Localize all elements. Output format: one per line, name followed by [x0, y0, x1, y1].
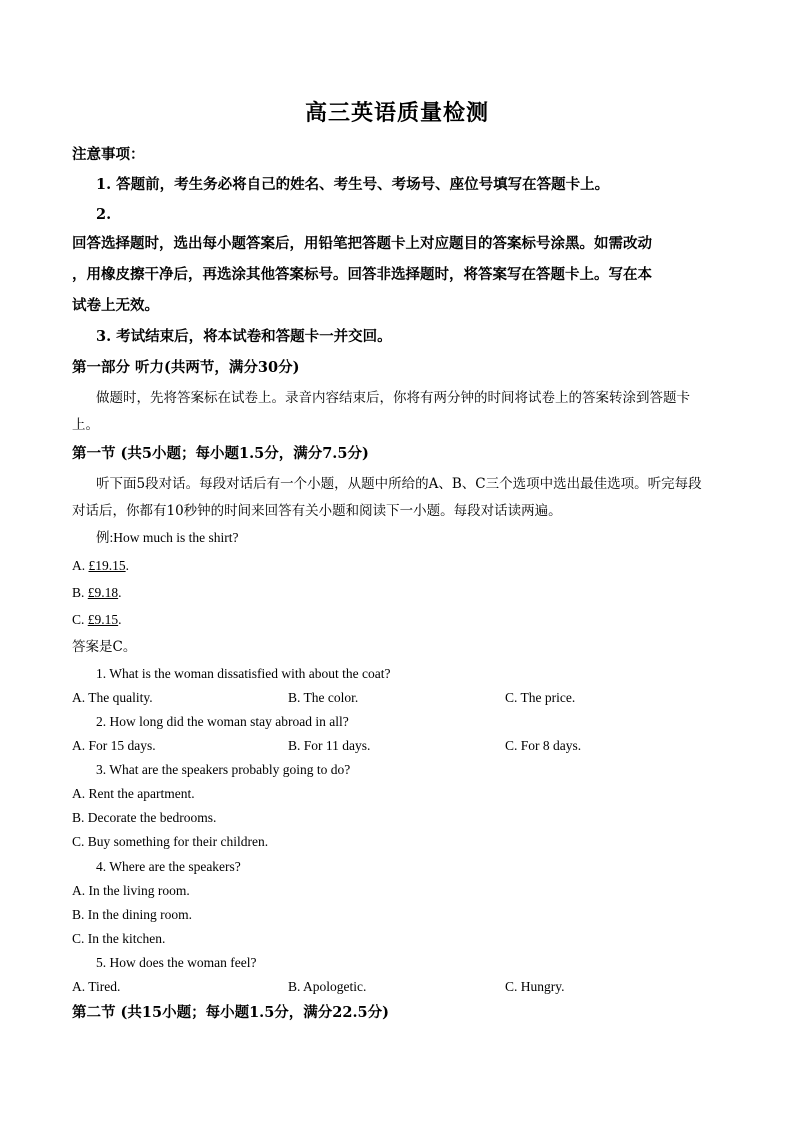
option-period: .	[125, 558, 129, 573]
example-option-b	[72, 584, 122, 602]
question-2-option-b: B. For 11 days.	[288, 738, 371, 753]
question-3-option-c: C. Buy something for their children.	[72, 834, 269, 849]
note-item-2-line-2: ，用橡皮擦干净后，再选涂其他答案标号。回答非选择题时，将答案写在答题卡上。写在本	[72, 266, 652, 283]
part1-instruction-line-2: 上。	[72, 417, 99, 433]
section1-instruction-line-2: 对话后，你都有10秒钟的时间来回答有关小题和阅读下一小题。每段对话读两遍。	[72, 503, 562, 519]
option-value: £9.15	[87, 612, 119, 627]
note-item-2-line-3: 试卷上无效。	[72, 297, 159, 314]
example-question: 例:How much is the shirt?	[96, 530, 239, 545]
note-item-2-number: 2.	[96, 206, 112, 223]
question-4-option-c: C. In the kitchen.	[72, 931, 166, 946]
example-option-c	[72, 611, 122, 629]
option-period: .	[118, 585, 122, 600]
option-label: A.	[72, 558, 86, 573]
section2-heading: 第二节 (共15小题；每小题1.5分，满分22.5分)	[72, 1004, 389, 1021]
question-2-option-c: C. For 8 days.	[505, 738, 582, 753]
question-2-option-a: A. For 15 days.	[72, 738, 156, 753]
example-option-a	[72, 557, 129, 575]
option-period: .	[118, 612, 122, 627]
page-title: 高三英语质量检测	[304, 100, 489, 126]
part1-instruction-line-1: 做题时，先将答案标在试卷上。录音内容结束后，你将有两分钟的时间将试卷上的答案转涂到答题卡	[96, 390, 690, 406]
option-label: B.	[72, 585, 85, 600]
question-5-option-b: B. Apologetic.	[288, 979, 367, 994]
section1-heading: 第一节 (共5小题；每小题1.5分，满分7.5分)	[72, 445, 369, 462]
question-3-option-b: B. Decorate the bedrooms.	[72, 810, 217, 825]
question-1-option-c: C. The price.	[505, 690, 576, 705]
note-item-1: 1. 答题前，考生务必将自己的姓名、考生号、考场号、座位号填写在答题卡上。	[96, 176, 610, 193]
question-4: 4. Where are the speakers?	[96, 859, 241, 874]
example-answer: 答案是C。	[72, 639, 137, 655]
question-4-option-a: A. In the living room.	[72, 883, 190, 898]
question-4-option-b: B. In the dining room.	[72, 907, 192, 922]
option-value: £9.18	[87, 585, 119, 600]
part1-heading: 第一部分 听力(共两节，满分30分)	[72, 359, 300, 376]
section1-instruction-line-1: 听下面5段对话。每段对话后有一个小题，从题中所给的A、B、C三个选项中选出最佳选项。听完每段	[96, 476, 702, 492]
question-5-option-c: C. Hungry.	[505, 979, 565, 994]
option-label: C.	[72, 612, 85, 627]
question-1-option-b: B. The color.	[288, 690, 359, 705]
notes-heading: 注意事项：	[72, 146, 145, 163]
question-1: 1. What is the woman dissatisfied with about the coat?	[96, 666, 391, 681]
question-5: 5. How does the woman feel?	[96, 955, 257, 970]
option-value: £19.15	[88, 558, 126, 573]
question-5-option-a: A. Tired.	[72, 979, 121, 994]
question-1-option-a: A. The quality.	[72, 690, 153, 705]
question-3-option-a: A. Rent the apartment.	[72, 786, 195, 801]
question-3: 3. What are the speakers probably going to do?	[96, 762, 351, 777]
question-2: 2. How long did the woman stay abroad in all?	[96, 714, 349, 729]
note-item-2-line-1: 回答选择题时，选出每小题答案后，用铅笔把答题卡上对应题目的答案标号涂黑。如需改动	[72, 235, 652, 252]
note-item-3: 3. 考试结束后，将本试卷和答题卡一并交回。	[96, 328, 392, 345]
